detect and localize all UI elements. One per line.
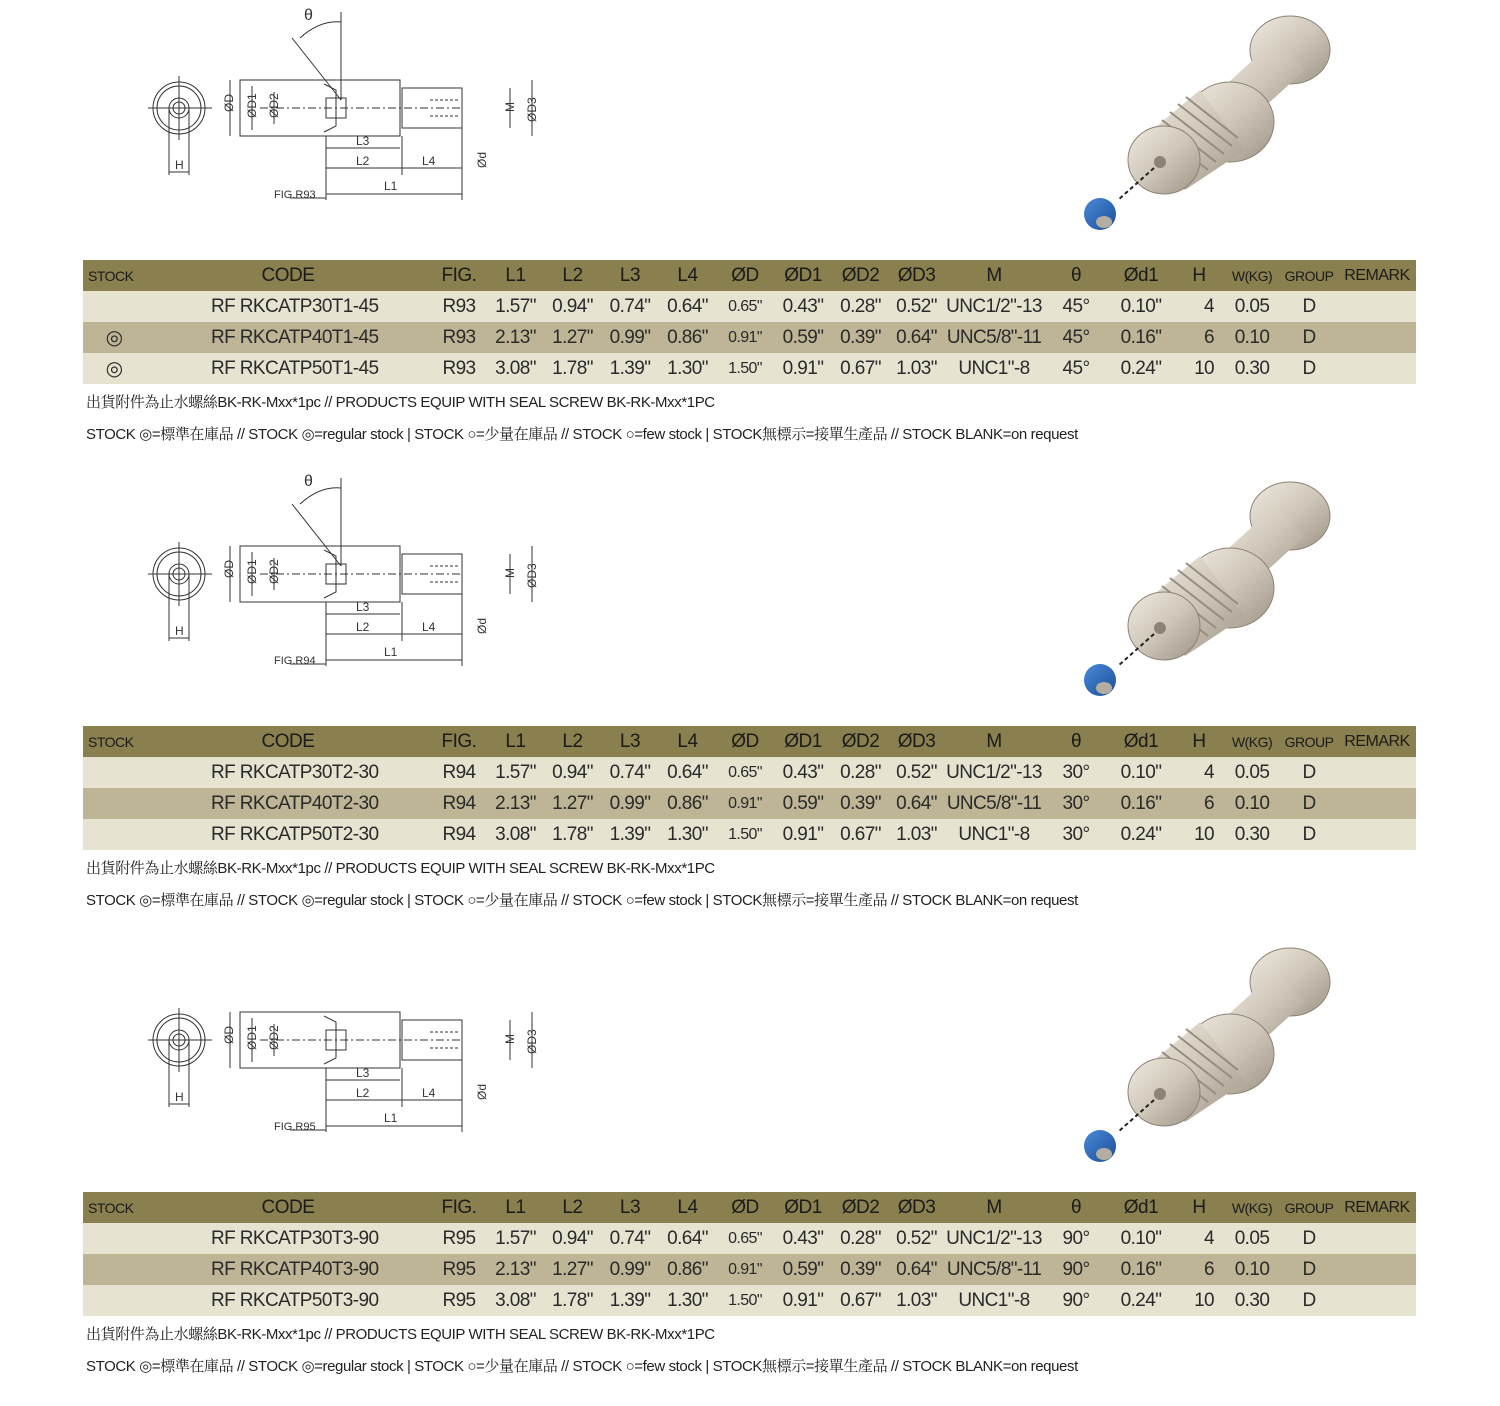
cell-code: RF RKCATP40T1-45 xyxy=(145,322,431,353)
theta-label: θ xyxy=(304,473,313,490)
column-header: H xyxy=(1174,1192,1224,1223)
column-header: ØD3 xyxy=(889,726,944,757)
dim-label-m: M xyxy=(503,568,517,578)
cell-l4: 0.64" xyxy=(659,757,716,788)
cell-group: D xyxy=(1280,353,1338,384)
cell-fig: R93 xyxy=(431,322,487,353)
cell-l3: 1.39" xyxy=(601,353,659,384)
cell-remark xyxy=(1338,1223,1416,1254)
cell-d1: 0.43" xyxy=(774,757,832,788)
cell-m: UNC1/2"-13 xyxy=(944,757,1044,788)
dim-label-d3: ØD3 xyxy=(525,1029,539,1054)
cell-l1: 1.57" xyxy=(487,1223,544,1254)
cell-theta: 45° xyxy=(1044,353,1108,384)
cell-m: UNC5/8"-11 xyxy=(944,1254,1044,1285)
column-header: CODE xyxy=(145,260,431,291)
cell-m: UNC1/2"-13 xyxy=(944,1223,1044,1254)
cell-d3: 0.52" xyxy=(889,291,944,322)
cell-d1: 0.43" xyxy=(774,1223,832,1254)
cell-code: RF RKCATP50T3-90 xyxy=(145,1285,431,1316)
column-header: FIG. xyxy=(431,260,487,291)
cell-dd1: 0.10" xyxy=(1108,1223,1174,1254)
cell-code: RF RKCATP40T2-30 xyxy=(145,788,431,819)
cell-l3: 0.99" xyxy=(601,1254,659,1285)
cell-l2: 0.94" xyxy=(544,757,601,788)
cell-m: UNC5/8"-11 xyxy=(944,322,1044,353)
column-header: CODE xyxy=(145,1192,431,1223)
cell-l1: 3.08" xyxy=(487,819,544,850)
column-header: Ød1 xyxy=(1108,260,1174,291)
cell-l4: 0.86" xyxy=(659,322,716,353)
technical-drawing xyxy=(140,0,560,210)
cell-d3: 0.52" xyxy=(889,757,944,788)
cell-d: 0.91" xyxy=(716,788,774,819)
cell-l2: 1.78" xyxy=(544,1285,601,1316)
cell-d2: 0.67" xyxy=(832,819,889,850)
cell-l3: 0.99" xyxy=(601,322,659,353)
figure-label: FIG.R93 xyxy=(274,189,316,201)
dim-label-l4: L4 xyxy=(422,154,436,168)
cell-m: UNC1"-8 xyxy=(944,819,1044,850)
column-header: ØD xyxy=(716,1192,774,1223)
product-section xyxy=(0,932,1500,1398)
column-header: θ xyxy=(1044,726,1108,757)
cell-theta: 90° xyxy=(1044,1254,1108,1285)
dim-label-d2: ØD2 xyxy=(267,559,281,584)
dim-label-d2: ØD2 xyxy=(267,1025,281,1050)
cell-remark xyxy=(1338,1254,1416,1285)
cell-d2: 0.28" xyxy=(832,291,889,322)
dim-label-d1: ØD1 xyxy=(245,559,259,584)
cell-remark xyxy=(1338,788,1416,819)
cell-group: D xyxy=(1280,1223,1338,1254)
column-header: W(KG) xyxy=(1224,726,1280,757)
cell-group: D xyxy=(1280,819,1338,850)
dim-label-l4: L4 xyxy=(422,620,436,634)
cell-w: 0.05 xyxy=(1224,1223,1280,1254)
table-row xyxy=(83,1223,1416,1254)
cell-theta: 90° xyxy=(1044,1223,1108,1254)
cell-group: D xyxy=(1280,291,1338,322)
column-header: REMARK xyxy=(1338,260,1416,291)
column-header: L3 xyxy=(601,726,659,757)
dim-label-small-d: Ød xyxy=(475,617,489,634)
cell-d1: 0.59" xyxy=(774,1254,832,1285)
seal-screw-note: 出貨附件為止水螺絲BK-RK-Mxx*1pc // PRODUCTS EQUIP WITH SEAL SCREW BK-RK-Mxx*1PC xyxy=(86,860,715,877)
cell-remark xyxy=(1338,291,1416,322)
cell-d1: 0.59" xyxy=(774,322,832,353)
dim-label-small-d: Ød xyxy=(475,1083,489,1100)
dim-label-l4: L4 xyxy=(422,1086,436,1100)
cell-h: 4 xyxy=(1174,1223,1224,1254)
cell-group: D xyxy=(1280,1285,1338,1316)
cell-m: UNC1/2"-13 xyxy=(944,291,1044,322)
dim-label-d1: ØD1 xyxy=(245,1025,259,1050)
cell-l4: 0.64" xyxy=(659,291,716,322)
column-header: ØD2 xyxy=(832,1192,889,1223)
column-header: θ xyxy=(1044,260,1108,291)
seal-screw-note: 出貨附件為止水螺絲BK-RK-Mxx*1pc // PRODUCTS EQUIP WITH SEAL SCREW BK-RK-Mxx*1PC xyxy=(86,394,715,411)
cell-d2: 0.67" xyxy=(832,1285,889,1316)
column-header: M xyxy=(944,726,1044,757)
column-header: ØD3 xyxy=(889,260,944,291)
cell-code: RF RKCATP50T2-30 xyxy=(145,819,431,850)
cell-h: 6 xyxy=(1174,322,1224,353)
cell-group: D xyxy=(1280,757,1338,788)
dim-label-l1: L1 xyxy=(384,179,398,193)
cell-d2: 0.39" xyxy=(832,788,889,819)
column-header: L4 xyxy=(659,726,716,757)
dim-label-l2: L2 xyxy=(356,620,370,634)
table-header-row xyxy=(83,1192,1416,1223)
cell-group: D xyxy=(1280,322,1338,353)
column-header: GROUP xyxy=(1280,260,1338,291)
column-header: H xyxy=(1174,726,1224,757)
pull-stud-illustration xyxy=(1080,942,1340,1172)
dim-label-d: ØD xyxy=(222,560,236,578)
cell-l2: 1.27" xyxy=(544,322,601,353)
dim-label-l1: L1 xyxy=(384,1111,398,1125)
column-header: M xyxy=(944,260,1044,291)
column-header: FIG. xyxy=(431,1192,487,1223)
table-row xyxy=(83,757,1416,788)
cell-remark xyxy=(1338,757,1416,788)
dim-label-h: H xyxy=(175,624,184,638)
dim-label-small-d: Ød xyxy=(475,151,489,168)
cell-stock xyxy=(83,819,145,850)
cell-group: D xyxy=(1280,788,1338,819)
column-header: Ød1 xyxy=(1108,1192,1174,1223)
pull-stud-illustration xyxy=(1080,476,1340,706)
cell-fig: R93 xyxy=(431,291,487,322)
cell-dd1: 0.10" xyxy=(1108,757,1174,788)
cell-h: 6 xyxy=(1174,1254,1224,1285)
table-header-row xyxy=(83,260,1416,291)
cell-d: 1.50" xyxy=(716,353,774,384)
column-header: Ød1 xyxy=(1108,726,1174,757)
column-header: GROUP xyxy=(1280,1192,1338,1223)
dim-label-l2: L2 xyxy=(356,154,370,168)
column-header: ØD1 xyxy=(774,260,832,291)
column-header: FIG. xyxy=(431,726,487,757)
figure-label: FIG.R95 xyxy=(274,1121,316,1133)
cell-l2: 1.27" xyxy=(544,788,601,819)
cell-l4: 1.30" xyxy=(659,1285,716,1316)
cell-stock xyxy=(83,1223,145,1254)
cell-fig: R95 xyxy=(431,1223,487,1254)
cell-remark xyxy=(1338,353,1416,384)
cell-fig: R95 xyxy=(431,1254,487,1285)
cell-stock xyxy=(83,757,145,788)
dim-label-d1: ØD1 xyxy=(245,93,259,118)
cell-l2: 0.94" xyxy=(544,1223,601,1254)
cell-theta: 90° xyxy=(1044,1285,1108,1316)
cell-l3: 0.74" xyxy=(601,1223,659,1254)
cell-l1: 3.08" xyxy=(487,1285,544,1316)
column-header: M xyxy=(944,1192,1044,1223)
cell-dd1: 0.16" xyxy=(1108,322,1174,353)
column-header: REMARK xyxy=(1338,1192,1416,1223)
cell-stock xyxy=(83,1254,145,1285)
pull-stud-illustration xyxy=(1080,10,1340,240)
cell-l2: 1.78" xyxy=(544,819,601,850)
dim-label-d2: ØD2 xyxy=(267,93,281,118)
cell-h: 6 xyxy=(1174,788,1224,819)
column-header: L2 xyxy=(544,260,601,291)
cell-code: RF RKCATP30T3-90 xyxy=(145,1223,431,1254)
cell-d: 0.91" xyxy=(716,322,774,353)
cell-w: 0.10 xyxy=(1224,1254,1280,1285)
cell-w: 0.05 xyxy=(1224,757,1280,788)
dim-label-d3: ØD3 xyxy=(525,563,539,588)
cell-d2: 0.39" xyxy=(832,1254,889,1285)
cell-fig: R93 xyxy=(431,353,487,384)
cell-h: 10 xyxy=(1174,353,1224,384)
column-header: REMARK xyxy=(1338,726,1416,757)
column-header: θ xyxy=(1044,1192,1108,1223)
cell-code: RF RKCATP50T1-45 xyxy=(145,353,431,384)
cell-w: 0.30 xyxy=(1224,819,1280,850)
column-header: STOCK xyxy=(83,1192,145,1223)
cell-l4: 1.30" xyxy=(659,819,716,850)
cell-d1: 0.91" xyxy=(774,1285,832,1316)
cell-w: 0.30 xyxy=(1224,1285,1280,1316)
product-section xyxy=(0,0,1500,466)
cell-d1: 0.91" xyxy=(774,819,832,850)
table-row xyxy=(83,291,1416,322)
column-header: L3 xyxy=(601,1192,659,1223)
cell-w: 0.10 xyxy=(1224,788,1280,819)
cell-l1: 2.13" xyxy=(487,322,544,353)
spec-table xyxy=(83,726,1416,850)
column-header: ØD1 xyxy=(774,726,832,757)
spec-table xyxy=(83,260,1416,384)
cell-d3: 1.03" xyxy=(889,353,944,384)
cell-d: 0.65" xyxy=(716,291,774,322)
cell-d3: 1.03" xyxy=(889,1285,944,1316)
dim-label-l3: L3 xyxy=(356,1066,370,1080)
cell-l3: 0.74" xyxy=(601,757,659,788)
cell-m: UNC1"-8 xyxy=(944,353,1044,384)
column-header: L1 xyxy=(487,726,544,757)
cell-h: 10 xyxy=(1174,1285,1224,1316)
cell-d3: 0.52" xyxy=(889,1223,944,1254)
cell-l2: 0.94" xyxy=(544,291,601,322)
dim-label-m: M xyxy=(503,1034,517,1044)
cell-l2: 1.78" xyxy=(544,353,601,384)
table-row xyxy=(83,788,1416,819)
column-header: L1 xyxy=(487,260,544,291)
cell-code: RF RKCATP30T1-45 xyxy=(145,291,431,322)
dim-label-l1: L1 xyxy=(384,645,398,659)
table-row xyxy=(83,353,1416,384)
cell-d1: 0.43" xyxy=(774,291,832,322)
cell-l1: 3.08" xyxy=(487,353,544,384)
stock-legend-note: STOCK ◎=標準在庫品 // STOCK ◎=regular stock | STOCK ○=少量在庫品 // STOCK ○=few stock | STOCK無標示=接單生產品 // STOCK BLANK=on request xyxy=(86,1358,1078,1375)
dim-label-d: ØD xyxy=(222,94,236,112)
cell-m: UNC1"-8 xyxy=(944,1285,1044,1316)
cell-fig: R94 xyxy=(431,819,487,850)
cell-d: 1.50" xyxy=(716,1285,774,1316)
cell-l4: 0.86" xyxy=(659,1254,716,1285)
cell-d3: 0.64" xyxy=(889,1254,944,1285)
cell-d2: 0.67" xyxy=(832,353,889,384)
cell-l4: 0.86" xyxy=(659,788,716,819)
dim-label-h: H xyxy=(175,158,184,172)
table-row xyxy=(83,322,1416,353)
cell-stock xyxy=(83,1285,145,1316)
dim-label-d: ØD xyxy=(222,1026,236,1044)
cell-stock xyxy=(83,788,145,819)
cell-fig: R94 xyxy=(431,757,487,788)
column-header: W(KG) xyxy=(1224,1192,1280,1223)
cell-l1: 2.13" xyxy=(487,1254,544,1285)
cell-d: 0.65" xyxy=(716,757,774,788)
cell-l1: 2.13" xyxy=(487,788,544,819)
cell-l3: 1.39" xyxy=(601,819,659,850)
cell-d3: 0.64" xyxy=(889,788,944,819)
cell-d: 0.65" xyxy=(716,1223,774,1254)
cell-dd1: 0.16" xyxy=(1108,1254,1174,1285)
cell-h: 10 xyxy=(1174,819,1224,850)
cell-theta: 45° xyxy=(1044,322,1108,353)
cell-h: 4 xyxy=(1174,291,1224,322)
cell-l3: 1.39" xyxy=(601,1285,659,1316)
dim-label-m: M xyxy=(503,102,517,112)
spec-table xyxy=(83,1192,1416,1316)
cell-w: 0.10 xyxy=(1224,322,1280,353)
cell-remark xyxy=(1338,1285,1416,1316)
cell-dd1: 0.24" xyxy=(1108,353,1174,384)
stock-legend-note: STOCK ◎=標準在庫品 // STOCK ◎=regular stock | STOCK ○=少量在庫品 // STOCK ○=few stock | STOCK無標示=接單生產品 // STOCK BLANK=on request xyxy=(86,892,1078,909)
dim-label-h: H xyxy=(175,1090,184,1104)
cell-l2: 1.27" xyxy=(544,1254,601,1285)
cell-l3: 0.99" xyxy=(601,788,659,819)
cell-d3: 1.03" xyxy=(889,819,944,850)
column-header: ØD xyxy=(716,726,774,757)
column-header: STOCK xyxy=(83,726,145,757)
cell-theta: 30° xyxy=(1044,788,1108,819)
product-section xyxy=(0,466,1500,932)
cell-theta: 45° xyxy=(1044,291,1108,322)
cell-theta: 30° xyxy=(1044,757,1108,788)
cell-d2: 0.28" xyxy=(832,757,889,788)
cell-remark xyxy=(1338,819,1416,850)
cell-l1: 1.57" xyxy=(487,291,544,322)
column-header: ØD2 xyxy=(832,726,889,757)
figure-label: FIG.R94 xyxy=(274,655,316,667)
table-row xyxy=(83,819,1416,850)
technical-drawing xyxy=(140,466,560,676)
cell-l4: 0.64" xyxy=(659,1223,716,1254)
cell-d3: 0.64" xyxy=(889,322,944,353)
column-header: H xyxy=(1174,260,1224,291)
column-header: CODE xyxy=(145,726,431,757)
cell-dd1: 0.16" xyxy=(1108,788,1174,819)
column-header: ØD2 xyxy=(832,260,889,291)
table-row xyxy=(83,1285,1416,1316)
cell-fig: R94 xyxy=(431,788,487,819)
cell-d1: 0.59" xyxy=(774,788,832,819)
cell-dd1: 0.24" xyxy=(1108,819,1174,850)
cell-l3: 0.74" xyxy=(601,291,659,322)
table-row xyxy=(83,1254,1416,1285)
cell-remark xyxy=(1338,322,1416,353)
column-header: STOCK xyxy=(83,260,145,291)
dim-label-d3: ØD3 xyxy=(525,97,539,122)
column-header: ØD3 xyxy=(889,1192,944,1223)
theta-label: θ xyxy=(304,7,313,24)
cell-d: 1.50" xyxy=(716,819,774,850)
cell-l4: 1.30" xyxy=(659,353,716,384)
cell-h: 4 xyxy=(1174,757,1224,788)
column-header: L2 xyxy=(544,726,601,757)
technical-drawing xyxy=(140,932,560,1142)
column-header: L2 xyxy=(544,1192,601,1223)
dim-label-l3: L3 xyxy=(356,134,370,148)
cell-fig: R95 xyxy=(431,1285,487,1316)
cell-stock: ◎ xyxy=(83,353,145,384)
column-header: L3 xyxy=(601,260,659,291)
column-header: W(KG) xyxy=(1224,260,1280,291)
cell-w: 0.05 xyxy=(1224,291,1280,322)
column-header: L4 xyxy=(659,260,716,291)
cell-stock xyxy=(83,291,145,322)
column-header: ØD xyxy=(716,260,774,291)
cell-dd1: 0.24" xyxy=(1108,1285,1174,1316)
cell-d: 0.91" xyxy=(716,1254,774,1285)
column-header: L1 xyxy=(487,1192,544,1223)
cell-code: RF RKCATP30T2-30 xyxy=(145,757,431,788)
dim-label-l3: L3 xyxy=(356,600,370,614)
seal-screw-note: 出貨附件為止水螺絲BK-RK-Mxx*1pc // PRODUCTS EQUIP WITH SEAL SCREW BK-RK-Mxx*1PC xyxy=(86,1326,715,1343)
cell-dd1: 0.10" xyxy=(1108,291,1174,322)
cell-d2: 0.28" xyxy=(832,1223,889,1254)
column-header: GROUP xyxy=(1280,726,1338,757)
dim-label-l2: L2 xyxy=(356,1086,370,1100)
cell-d2: 0.39" xyxy=(832,322,889,353)
cell-stock: ◎ xyxy=(83,322,145,353)
cell-theta: 30° xyxy=(1044,819,1108,850)
stock-legend-note: STOCK ◎=標準在庫品 // STOCK ◎=regular stock | STOCK ○=少量在庫品 // STOCK ○=few stock | STOCK無標示=接單生產品 // STOCK BLANK=on request xyxy=(86,426,1078,443)
column-header: ØD1 xyxy=(774,1192,832,1223)
table-header-row xyxy=(83,726,1416,757)
cell-group: D xyxy=(1280,1254,1338,1285)
cell-w: 0.30 xyxy=(1224,353,1280,384)
cell-code: RF RKCATP40T3-90 xyxy=(145,1254,431,1285)
cell-m: UNC5/8"-11 xyxy=(944,788,1044,819)
column-header: L4 xyxy=(659,1192,716,1223)
cell-l1: 1.57" xyxy=(487,757,544,788)
cell-d1: 0.91" xyxy=(774,353,832,384)
